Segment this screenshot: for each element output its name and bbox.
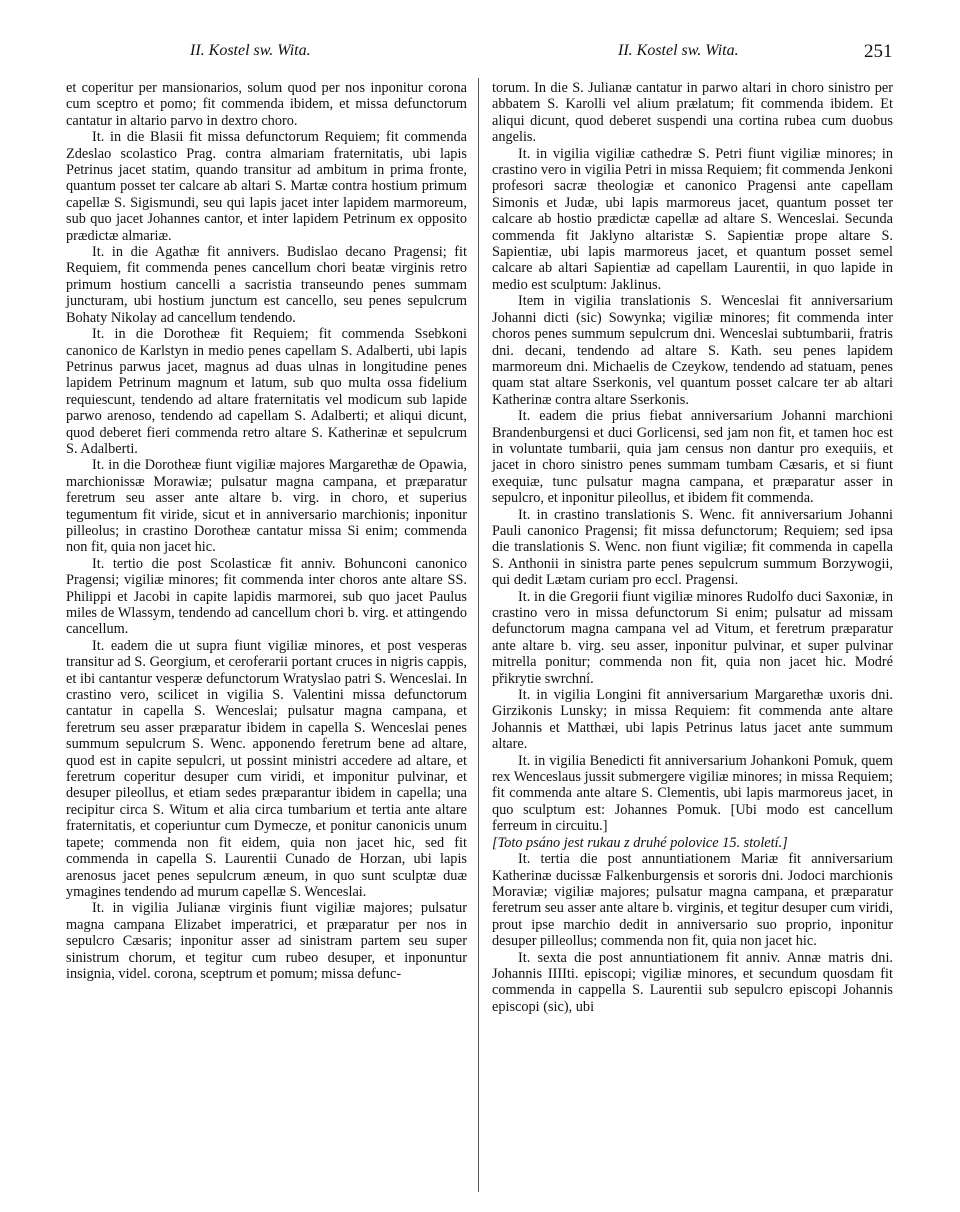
running-head-left: II. Kostel sw. Wita. bbox=[190, 42, 311, 59]
paragraph: It. in vigilia vigiliæ cathedræ S. Petri fiunt vigiliæ minores; in crastino vero in vigilia Petri in missa Requiem; fit commenda Jenkoni profesori sacræ theologiæ et canonico Pragensi ante capellam Simonis et Judæ, ubi lapis marmoreus jacet, quantum posset ter calcare ab hostio prædictæ capellæ ad altare S. Wenceslai. Secunda commenda fit Jaklyno altaristæ S. Sapientiæ prope altare S. Sapientiæ, ubi lapis marmoreus jacet, et quantum posset semel calcare ab altari Sapientiæ ad capellam Laurentii, in quo lapide in medio est sculptum: Jaklinus. bbox=[492, 145, 893, 293]
paragraph: It. sexta die post annuntiationem fit anniv. Annæ matris dni. Johannis IIIIti. episcopi; vigiliæ minores, et secundum quosdam fit commenda in cappella S. Laurentii sub sepulcro episcopi Johannis episcopi (sic), ubi bbox=[492, 949, 893, 1015]
paragraph: It. in vigilia Benedicti fit anniversarium Johankoni Pomuk, quem rex Wenceslaus jussit submergere vigiliæ minores; in missa Requiem; fit commenda ante altare S. Clementis, ubi lapis marmoreus jacet, in quo sculptum est: Johannes Pomuk. [Ubi modo est cancellum ferreum in circuitu.] bbox=[492, 752, 893, 835]
page-number: 251 bbox=[864, 41, 893, 62]
paragraph: It. tertio die post Scolasticæ fit anniv. Bohunconi canonico Pragensi; vigiliæ minores; fit commenda inter choros ante altare SS. Philippi et Jacobi in capite lapidis marmorei, sub quo jacet Paulus miles de Wlassym, tendendo ad cancellum chori b. virg. et attingendo cancellum. bbox=[66, 555, 467, 638]
paragraph: It. in die Dorotheæ fit Requiem; fit commenda Ssebkoni canonico de Karlstyn in medio penes capellam S. Adalberti, ubi lapis Petrinus parwus jacet, magnus ad duas ulnas in longitudine penes lapidem Petrinum magnum et latum, sub quo multa ossa fidelium requiescunt, tendendo ad altare fraternitatis vel modicum sub lapide parwo arenoso, tendendo ad capellam S. Adalberti; et aliqui dicunt, quod deberet fieri commenda retro altare S. Katherinæ et sepulcrum S. Adalberti. bbox=[66, 326, 467, 457]
paragraph: Item in vigilia translationis S. Wenceslai fit anniversarium Johanni dicti (sic) Sowynka; vigiliæ minores; fit commenda inter choros penes summum sepulcrum dni. Wenceslai subtumbarii, fratris dni. decani, tendendo ad altare S. Kath. seu penes lapidem marmoreum dni. Michaelis de Czeykow, tendendo ad statuam, penes quam stat altare Sserkonis, vel quantum posset calcare ter ab altari Katherinæ contra altare Sserkonis. bbox=[492, 293, 893, 408]
column-divider bbox=[478, 78, 479, 1192]
running-header bbox=[0, 42, 960, 66]
paragraph: It. tertia die post annuntiationem Mariæ fit anniversarium Katherinæ ducissæ Falkenburgensis et sororis dni. Jodoci marchionis Moraviæ; vigiliæ majores; pulsatur magna campana, et præparatur feretrum seu asser ante altare b. virginis, et tegitur desuper cum viridi, prout ipse marchio dedit in anniversario suo proprio, inponitur desuper pilleollus; commenda non fit, quia non jacet hic. bbox=[492, 851, 893, 950]
paragraph: torum. In die S. Julianæ cantatur in parwo altari in choro sinistro per abbatem S. Karolli vel alium prælatum; fit commenda ibidem. Et aliqui dicunt, quod deberet suspendi una cortina rubea cum duobus angelis. bbox=[492, 80, 893, 146]
paragraph: It. in crastino translationis S. Wenc. fit anniversarium Johanni Pauli canonico Pragensi; fit missa defunctorum; Requiem; sed ipsa die translationis S. Wenc. non fiunt vigiliæ; fit commenda in capella S. Anthonii in sinistra parte penes sepulcrum summum Borzywogii, qui dedit Lætam curiam pro eccl. Pragensi. bbox=[492, 506, 893, 589]
running-head-right: II. Kostel sw. Wita. bbox=[618, 42, 739, 59]
paragraph: It. in vigilia Julianæ virginis fiunt vigiliæ majores; pulsatur magna campana Elizabet imperatrici, et præparatur per nos in sepulcro Cæsaris; inponitur asser ad sinistram partem seu super sinistrum chorum, et tegitur cum rubeo desuper, et inponuntur insignia, videl. corona, sceptrum et pomum; missa defunc- bbox=[66, 900, 467, 982]
paragraph: It. in die Blasii fit missa defunctorum Requiem; fit commenda Zdeslao scolastico Prag. contra almariam fraternitatis, ubi lapis Petrinus jacet statim, quando transitur ad ambitum in prima fronte, quantum posset ter calcare ab altari S. Martæ contra hostium primum capellæ S. Sigismundi, seu qui lapis jacet inter lapidem marmoreum, sub quo jacet Johannes cantor, et inter lapidem Petrinum ex opposito prædictæ almariæ. bbox=[66, 129, 467, 244]
paragraph: It. in die Agathæ fit annivers. Budislao decano Pragensi; fit Requiem, fit commenda penes cancellum chori beatæ virginis retro primum hostium cancelli a sacristia transeundo penes summam juncturam, ubi hostium junctum est cancello, seu penes sepulcrum Bohaty Nikolay ad cancellum tendendo. bbox=[66, 244, 467, 326]
paragraph: et coperitur per mansionarios, solum quod per nos inponitur corona cum sceptro et pomo; fit commenda ibidem, et missa defunctorum cantatur in altario parvo in dextro choro. bbox=[66, 80, 467, 129]
paragraph: It. in die Gregorii fiunt vigiliæ minores Rudolfo duci Saxoniæ, in crastino vero in missa defunctorum Si enim; pulsatur ad missam defunctorum magna campana vel ad Vitum, et feretrum præparatur ante altare b. virg. seu asser, inponitur pulvinar, et super pulvinar mitrella ponitur; commenda non fit, quia non jacet hic. Modré přikrytie swrchní. bbox=[492, 588, 893, 687]
paragraph: It. eadem die ut supra fiunt vigiliæ minores, et post vesperas transitur ad S. Georgium, et ceroferarii portant cruces in nigris cappis, et ibi cantantur vesperæ defunctorum Wratyslao patri S. Wenceslai. In crastino vero, scilicet in vigilia S. Valentini missa defunctorum cantatur in capella S. Wenceslai; pulsatur magna campana, et feretrum seu asser præparatur ibidem in capella S. Wenceslai penes summum sepulcrum S. Wenc. apponendo feretrum bene ad altare, quod est in capite sepulcri, ut possint ministri accedere ad altare, et feretrum coperitur desuper cum viridi, et imponitur pulvinar, et desuper pileollus, et etiam sedes præparantur ibidem in capella; una recipitur circa S. Witum et alia circa tumbarium et tertia ante altare fraternitatis, et coperiuntur cum Dymecze, et ponitur canonicis unum tapete; commenda non fit eidem, quia non jacet hic, sed fit commenda in capella S. Laurentii Cunado de Horzan, ubi lapis arenosus jacet penes sepulcrum æneum, in quo sunt sculptæ duæ ymagines tendendo ad murum capellæ S. Wenceslai. bbox=[66, 637, 467, 900]
paragraph: It. in vigilia Longini fit anniversarium Margarethæ uxoris dni. Girzikonis Lunsky; in missa Requiem: fit commenda ante altare Johannis et Matthæi, ubi lapis Petrinus latus jacet ante summum altare. bbox=[492, 687, 893, 753]
italic-note bbox=[492, 835, 893, 851]
italic-note-text: [Toto psáno jest rukau z druhé polovice 15. století.] bbox=[492, 834, 788, 851]
left-column bbox=[66, 80, 467, 982]
paragraph: It. eadem die prius fiebat anniversarium Johanni marchioni Brandenburgensi et duci Gorlicensi, sed jam non fit, et tamen hoc est in voluntate tumbarii, quia jam census non dantur pro exequiis, et jacet in choro sinistro penes summam tumbam Cæsaris, et si fiunt exequiæ, tunc pulsatur magna campana, et præparatur asser in sepulcro, et inponitur pileollus, et ibidem fit commenda. bbox=[492, 408, 893, 507]
paragraph: It. in die Dorotheæ fiunt vigiliæ majores Margarethæ de Opawia, marchionissæ Morawiæ; pulsatur magna campana, et præparatur feretrum seu asser ante altare b. virg. in choro, et superius tegumentum fit viride, sicut et in anniversario marchionis; inponitur pilleolus; in crastino Dorotheæ cantatur missa Si enim; commenda non fit, quia non jacet hic. bbox=[66, 457, 467, 556]
right-column bbox=[492, 80, 893, 1015]
